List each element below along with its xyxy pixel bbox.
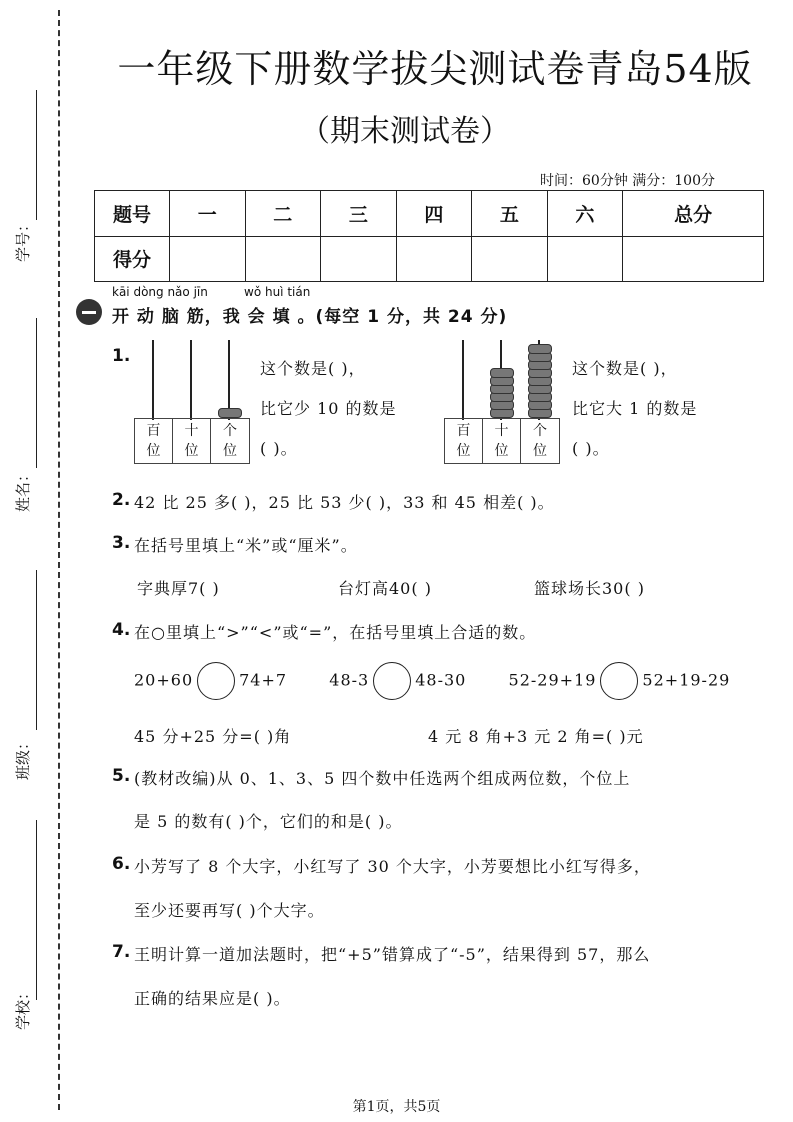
compare-row [134,662,730,700]
score-cell: 一 [170,191,246,237]
q5-line1: (教材改编)从 0、1、3、5 四个数中任选两个组成两位数，个位上 [134,769,631,788]
score-cell: 三 [321,191,397,237]
school-line [36,820,37,1000]
q1-right-line1: 这个数是( )， [572,359,678,378]
q4-conversion-1: 45 分+25 分=( )角 [134,727,292,746]
question-number: 2. [112,490,131,510]
school-label: 学校： [14,984,32,1030]
q2-text: 42 比 25 多( )，25 比 53 少( )，33 和 45 相差( )。 [134,493,555,512]
compare-right: 52+19-29 [642,670,731,690]
section-one-badge-icon [76,299,102,325]
score-table-score-row [95,236,764,282]
place-value-box [444,418,560,464]
score-cell: 得分 [95,236,170,282]
section-title: 开 动 脑 筋，我 会 填 。(每空 1 分，共 24 分) [112,307,508,327]
page-footer: 第1页，共5页 [352,1099,441,1115]
section-pinyin-1: kāi dòng nǎo jīn [112,285,208,299]
place-value-hundreds: 百 位 [445,419,483,463]
compare-circle[interactable] [600,662,638,700]
question-number: 6. [112,854,131,874]
q7-line2: 正确的结果应是( )。 [134,989,291,1008]
q1-left-line1: 这个数是( )， [260,359,366,378]
q6-line1: 小芳写了 8 个大字，小红写了 30 个大字，小芳要想比小红写得多， [134,857,651,876]
q3-item: 字典厚7( ) [137,579,220,598]
compare-left: 52-29+19 [508,670,597,690]
student-id-line [36,90,37,220]
abacus-bead [528,344,552,354]
question-number: 5. [112,766,131,786]
score-input-cell[interactable] [170,236,246,282]
q1-right-line2: 比它大 1 的数是 [572,399,698,418]
score-cell: 四 [396,191,472,237]
abacus-rod [152,340,154,420]
abacus-left [134,340,250,466]
question-number: 3. [112,533,131,553]
q1-right-line3: ( )。 [572,439,610,458]
place-value-box [134,418,250,464]
name-line [36,318,37,468]
abacus-rod [190,340,192,420]
name-label: 姓名： [14,466,32,512]
q5-line2: 是 5 的数有( )个，它们的和是( )。 [134,812,403,831]
question-number: 4. [112,620,131,640]
q3-text: 在括号里填上“米”或“厘米”。 [134,536,358,555]
binding-dashed-line [58,10,60,1110]
abacus-bead [218,408,242,418]
place-value-tens: 十 位 [483,419,521,463]
score-input-cell[interactable] [547,236,623,282]
page-subtitle: （期末测试卷） [300,114,510,149]
q7-line1: 王明计算一道加法题时，把“+5”错算成了“-5”，结果得到 57，那么 [134,945,651,964]
q1-left-line2: 比它少 10 的数是 [260,399,397,418]
abacus-right [444,340,560,466]
place-value-ones: 个 位 [533,423,547,459]
score-input-cell[interactable] [472,236,548,282]
score-cell: 总分 [623,191,764,237]
q1-left-line3: ( )。 [260,439,298,458]
compare-right: 48-30 [415,670,467,690]
class-label: 班级： [14,734,32,780]
section-pinyin-2: wǒ huì tián [244,285,311,299]
score-input-cell[interactable] [396,236,472,282]
compare-circle[interactable] [197,662,235,700]
compare-right: 74+7 [239,670,288,690]
question-number: 7. [112,942,131,962]
q3-item: 篮球场长30( ) [534,579,645,598]
time-info: 时间：60分钟 满分：100分 [540,173,715,189]
score-cell: 二 [245,191,321,237]
score-table-header-row [95,191,764,237]
q3-item: 台灯高40( ) [338,579,432,598]
score-input-cell[interactable] [623,236,764,282]
abacus-bead [490,368,514,378]
score-input-cell[interactable] [245,236,321,282]
page-title: 一年级下册数学拔尖测试卷青岛54版 [117,47,753,91]
place-value-hundreds: 百 位 [135,419,173,463]
abacus-rod [462,340,464,420]
place-value-tens: 十 位 [173,419,211,463]
class-line [36,570,37,730]
q4-conversion-2: 4 元 8 角+3 元 2 角=( )元 [428,727,644,746]
compare-left: 20+60 [134,670,194,690]
question-number: 1. [112,346,131,366]
place-value-ones: 个 位 [223,423,237,459]
student-id-label: 学号： [14,216,32,262]
score-cell: 五 [472,191,548,237]
score-cell: 题号 [95,191,170,237]
score-table [94,190,764,282]
compare-left: 48-3 [329,670,370,690]
q4-text: 在○里填上“>”“<”或“=”，在括号里填上合适的数。 [134,623,537,642]
score-cell: 六 [547,191,623,237]
q6-line2: 至少还要再写( )个大字。 [134,901,325,920]
score-input-cell[interactable] [321,236,397,282]
compare-circle[interactable] [373,662,411,700]
